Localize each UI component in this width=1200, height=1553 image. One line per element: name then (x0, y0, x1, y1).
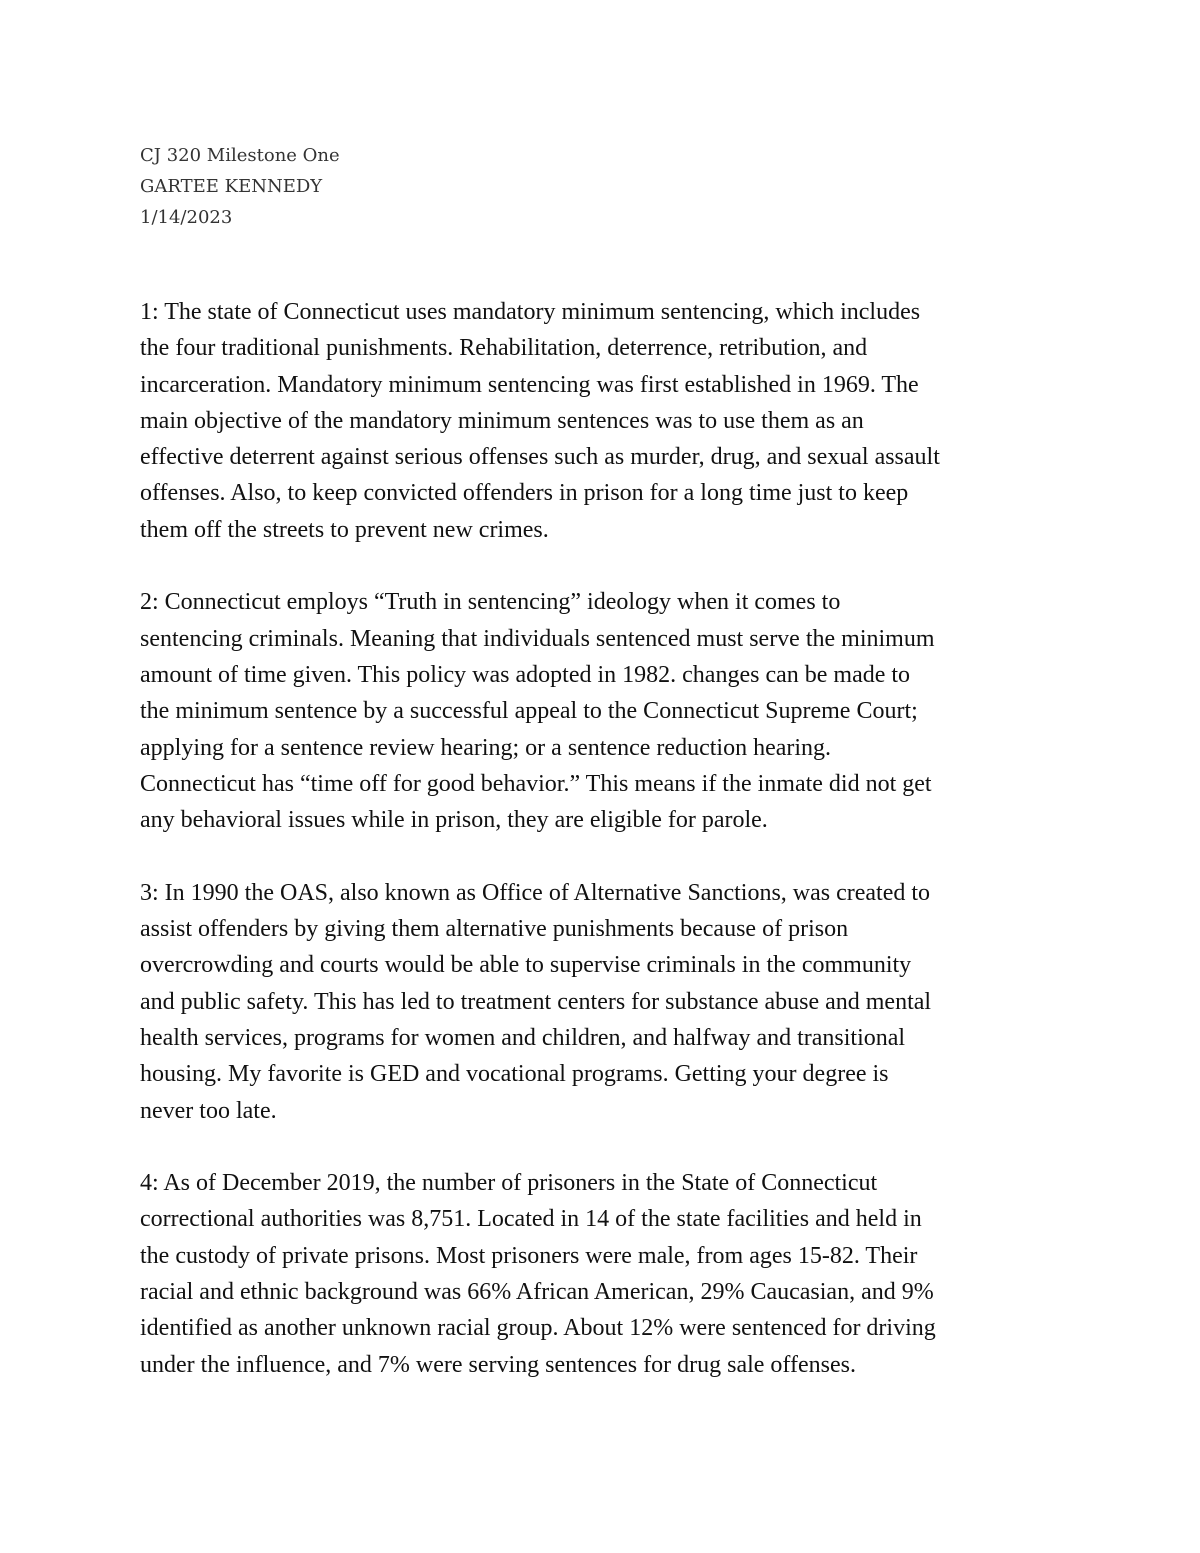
paragraph-1 (140, 294, 1070, 548)
paragraph-line: 4: As of December 2019, the number of prisoners in the State of Connecticut (140, 1170, 878, 1197)
paragraph-line: assist offenders by giving them alternative punishments because of prison (140, 916, 849, 943)
paragraph-line: offenses. Also, to keep convicted offenders in prison for a long time just to keep (140, 480, 909, 507)
author-name: GARTEE KENNEDY (140, 176, 323, 197)
paragraph-line: the custody of private prisons. Most prisoners were male, from ages 15-82. Their (140, 1242, 918, 1269)
document-header (140, 140, 740, 233)
paragraph-3 (140, 875, 1070, 1129)
paragraph-line: them off the streets to prevent new crimes. (140, 516, 549, 543)
paragraph-line: under the influence, and 7% were serving sentences for drug sale offenses. (140, 1351, 856, 1378)
paragraph-line: effective deterrent against serious offenses such as murder, drug, and sexual assault (140, 444, 940, 471)
paragraph-line: 3: In 1990 the OAS, also known as Office of Alternative Sanctions, was created to (140, 879, 931, 906)
document-date: 1/14/2023 (140, 207, 233, 228)
paragraph-line: racial and ethnic background was 66% African American, 29% Caucasian, and 9% (140, 1279, 934, 1306)
document-body (140, 294, 1070, 1419)
paragraph-line: incarceration. Mandatory minimum sentencing was first established in 1969. The (140, 371, 919, 398)
paragraph-2 (140, 584, 1070, 838)
paragraph-line: Connecticut has “time off for good behavior.” This means if the inmate did not get (140, 770, 932, 797)
paragraph-line: and public safety. This has led to treatment centers for substance abuse and mental (140, 988, 932, 1015)
paragraph-line: 1: The state of Connecticut uses mandatory minimum sentencing, which includes (140, 299, 921, 325)
course-title: CJ 320 Milestone One (140, 145, 340, 166)
paragraph-4 (140, 1165, 1070, 1383)
paragraph-line: correctional authorities was 8,751. Located in 14 of the state facilities and held in (140, 1206, 922, 1233)
paragraph-line: main objective of the mandatory minimum sentences was to use them as an (140, 407, 864, 434)
paragraph-line: the minimum sentence by a successful appeal to the Connecticut Supreme Court; (140, 698, 918, 725)
paragraph-line: the four traditional punishments. Rehabilitation, deterrence, retribution, and (140, 335, 868, 362)
paragraph-line: applying for a sentence review hearing; or a sentence reduction hearing. (140, 734, 832, 761)
paragraph-line: never too late. (140, 1097, 277, 1124)
paragraph-line: any behavioral issues while in prison, they are eligible for parole. (140, 807, 768, 834)
paragraph-line: housing. My favorite is GED and vocational programs. Getting your degree is (140, 1061, 889, 1088)
paragraph-line: overcrowding and courts would be able to supervise criminals in the community (140, 952, 912, 979)
paragraph-line: amount of time given. This policy was adopted in 1982. changes can be made to (140, 661, 911, 688)
paragraph-line: identified as another unknown racial group. About 12% were sentenced for driving (140, 1315, 936, 1342)
paragraph-line: 2: Connecticut employs “Truth in sentencing” ideology when it comes to (140, 589, 841, 616)
paragraph-line: health services, programs for women and children, and halfway and transitional (140, 1024, 906, 1051)
paragraph-line: sentencing criminals. Meaning that individuals sentenced must serve the minimum (140, 625, 935, 652)
